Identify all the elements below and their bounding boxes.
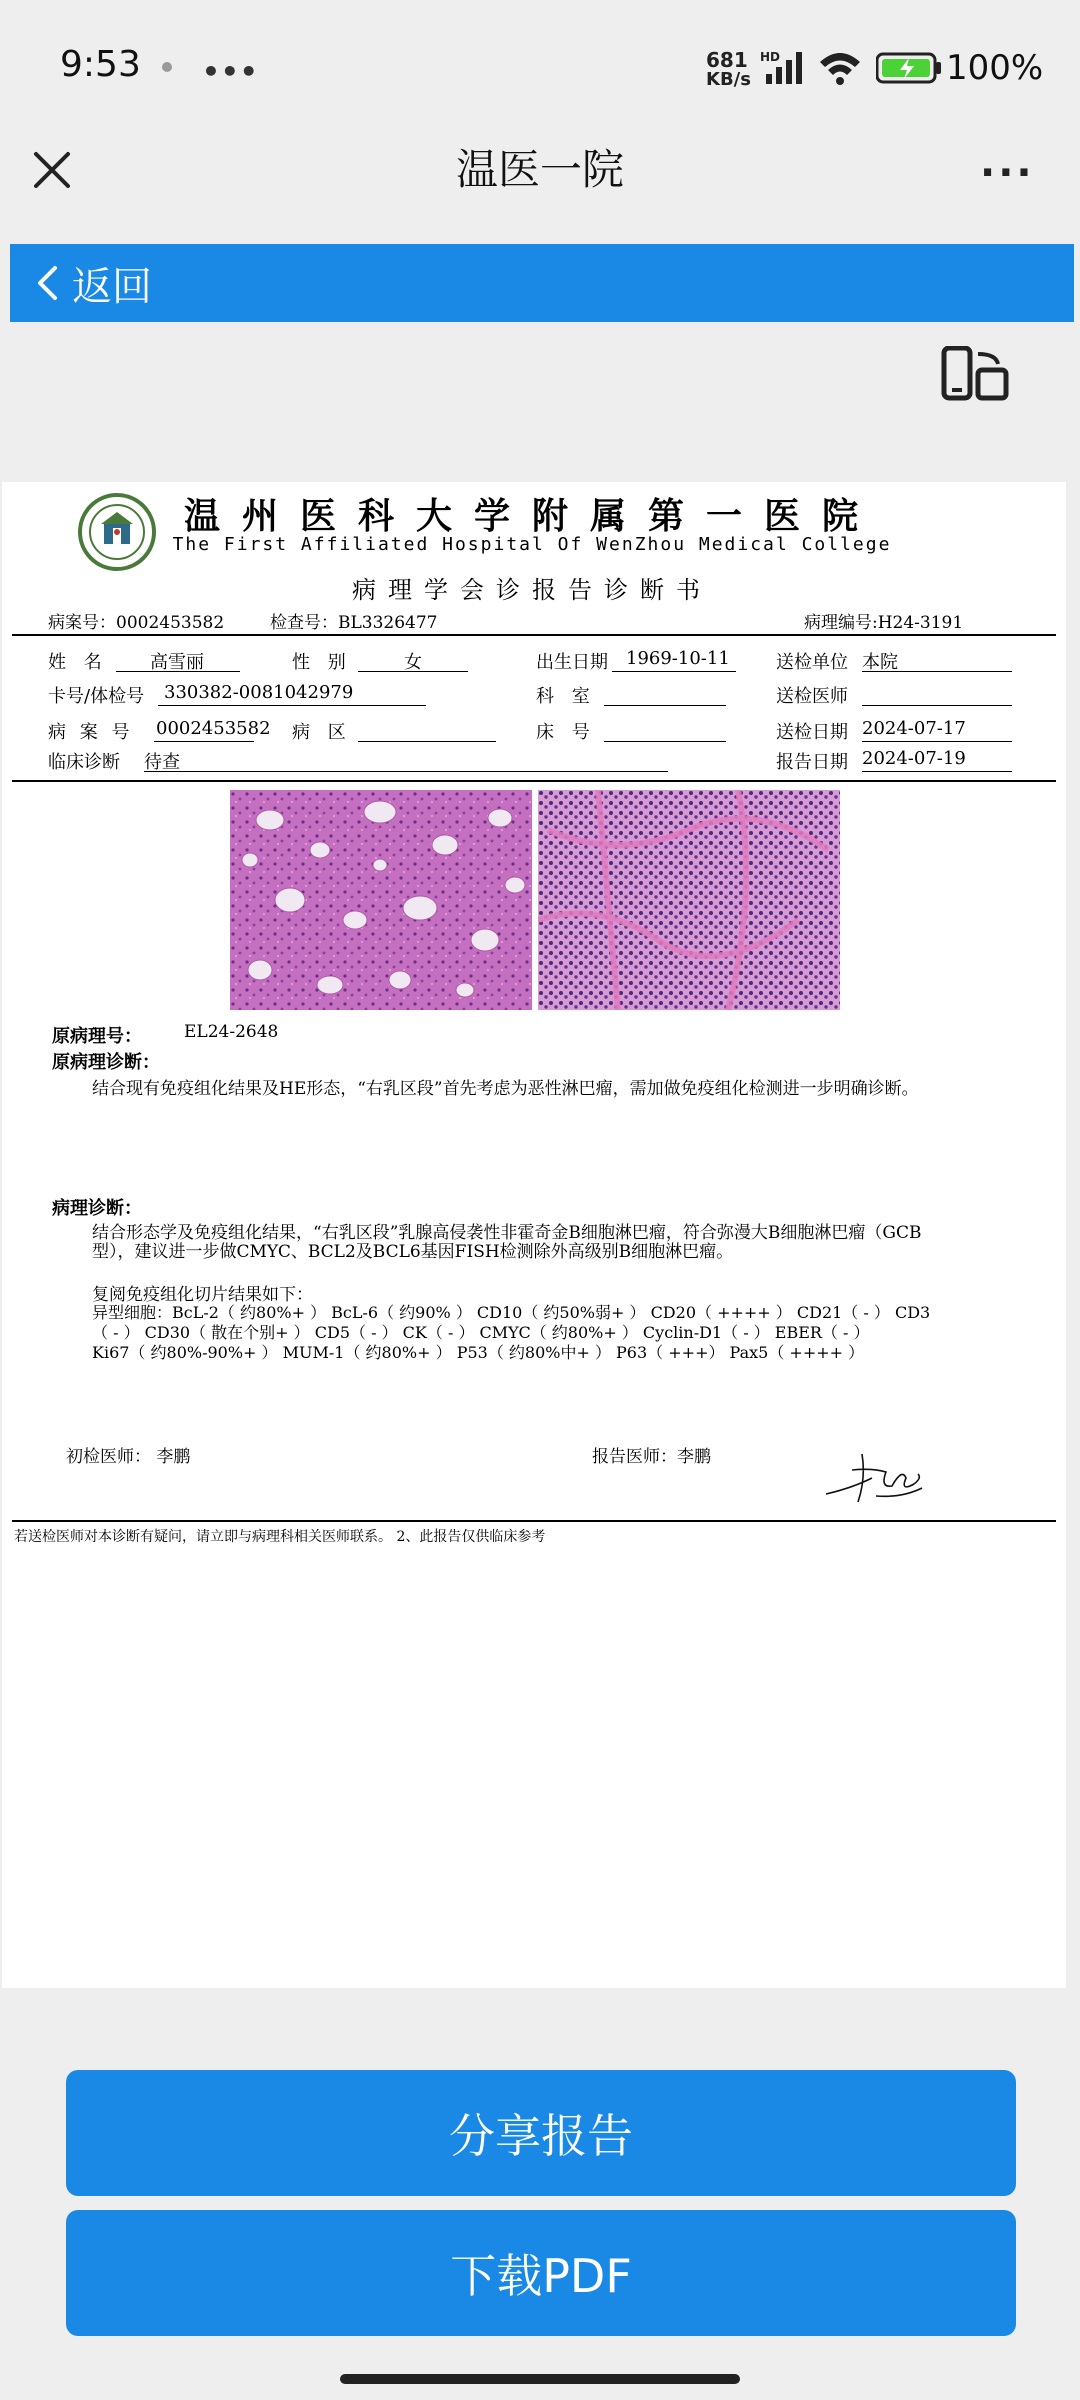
label-card: 卡号/体检号 xyxy=(48,686,145,707)
network-speed: 681 KB/s xyxy=(706,48,751,90)
battery-percent: 100% xyxy=(946,48,1044,88)
wifi-icon xyxy=(818,50,862,86)
value-name: 高雪丽 xyxy=(116,648,240,672)
chevron-left-icon xyxy=(36,265,58,301)
battery-icon xyxy=(876,52,942,84)
value-send-date: 2024-07-17 xyxy=(862,718,1012,742)
value-dept xyxy=(604,682,726,706)
value-record: 0002453582 xyxy=(154,718,254,742)
back-bar[interactable] xyxy=(10,244,1074,322)
label-dob: 出生日期 xyxy=(536,652,608,673)
hd-label: HD xyxy=(760,50,781,64)
value-dob: 1969-10-11 xyxy=(612,648,736,672)
share-report-button[interactable]: 分享报告 xyxy=(66,2070,1016,2196)
home-indicator[interactable] xyxy=(340,2374,740,2384)
orig-diag-text: 结合现有免疫组化结果及HE形态，“右乳区段”首先考虑为恶性淋巴瘤，需加做免疫组化检测进一步明确诊断。 xyxy=(92,1079,919,1099)
diag-text: 结合形态学及免疫组化结果，“右乳区段”乳腺高侵袭性非霍奇金B细胞淋巴瘤，符合弥漫大B细胞淋巴瘤（GCB型），建议进一步做CMYC、BCL2及BCL6基因FISH检测除外高级别B细胞淋巴瘤。 xyxy=(92,1223,922,1262)
ihc-line: （ - ） CD30（ 散在个别+ ） CD5（ - ） CK（ - ） CMYC（ 约80%+ ） Cyclin-D1（ - ） EBER（ - ） xyxy=(92,1323,870,1342)
hospital-name-en: The First Affiliated Hospital Of WenZhou Medical College xyxy=(172,534,892,555)
exam-number: 检查号：BL3326477 xyxy=(270,613,438,633)
label-ward: 病 区 xyxy=(292,722,352,743)
value-unit: 本院 xyxy=(862,648,1012,672)
ihc-title: 复阅免疫组化切片结果如下： xyxy=(92,1285,313,1305)
label-report-date: 报告日期 xyxy=(776,752,848,773)
report-footer-note: 若送检医师对本诊断有疑问，请立即与病理科相关医师联系。 2、此报告仅供临床参考 xyxy=(14,1529,546,1545)
hospital-name-cn: 温州医科大学附属第一医院 xyxy=(183,495,880,537)
case-number: 病案号：0002453582 xyxy=(48,613,225,633)
label-bed: 床 号 xyxy=(536,722,596,743)
label-dept: 科 室 xyxy=(536,686,596,707)
value-doctor xyxy=(862,682,1012,706)
value-clinical: 待查 xyxy=(144,748,668,772)
label-doctor: 送检医师 xyxy=(776,686,848,707)
download-pdf-button[interactable]: 下载PDF xyxy=(66,2210,1016,2336)
label-unit: 送检单位 xyxy=(776,652,848,673)
hospital-logo xyxy=(77,492,157,572)
overflow-notifications-icon: ••• xyxy=(202,55,259,88)
page-title: 温医一院 xyxy=(455,145,624,194)
label-record: 病 案 号 xyxy=(48,722,134,743)
label-sex: 性 别 xyxy=(292,652,352,673)
histology-image-high-power xyxy=(538,790,840,1010)
back-button[interactable]: 返回 xyxy=(72,263,152,310)
value-sex: 女 xyxy=(358,648,468,672)
divider xyxy=(12,1520,1056,1522)
orig-no: EL24-2648 xyxy=(184,1022,279,1042)
value-card: 330382-0081042979 xyxy=(158,682,426,706)
orig-no-label: 原病理号： xyxy=(52,1026,142,1047)
report-title: 病理学会诊报告诊断书 xyxy=(352,576,712,604)
divider xyxy=(12,634,1056,636)
more-menu-icon[interactable]: ··· xyxy=(980,150,1035,196)
divider xyxy=(12,780,1056,782)
label-clinical: 临床诊断 xyxy=(48,752,120,773)
pathology-report-document xyxy=(2,482,1066,1988)
value-bed xyxy=(604,718,726,742)
value-report-date: 2024-07-19 xyxy=(862,748,1012,772)
orig-diag-label: 原病理诊断： xyxy=(52,1052,160,1073)
status-bar xyxy=(0,0,1080,140)
pathology-number: 病理编号:H24-3191 xyxy=(804,613,964,633)
value-ward xyxy=(358,718,496,742)
doctor-signature xyxy=(822,1448,926,1508)
ihc-line: Ki67（ 约80%-90%+ ） MUM-1（ 约80%+ ） P53（ 约80%中+ ） P63（ +++） Pax5（ ++++ ） xyxy=(92,1343,865,1362)
report-doctor: 报告医师：李鹏 xyxy=(592,1447,711,1467)
first-doctor: 初检医师： 李鹏 xyxy=(66,1447,191,1467)
label-send-date: 送检日期 xyxy=(776,722,848,743)
diag-label: 病理诊断： xyxy=(52,1198,142,1219)
ihc-line: 异型细胞：BcL-2（ 约80%+ ） BcL-6（ 约90% ） CD10（ 约50%弱+ ） CD20（ ++++ ） CD21（ - ） CD3 xyxy=(92,1303,931,1322)
rotate-screen-icon[interactable] xyxy=(940,346,1010,402)
clock: 9:53 xyxy=(60,44,141,85)
label-name: 姓 名 xyxy=(48,652,108,673)
notification-dot-icon xyxy=(162,62,172,72)
histology-image-low-power xyxy=(230,790,532,1010)
